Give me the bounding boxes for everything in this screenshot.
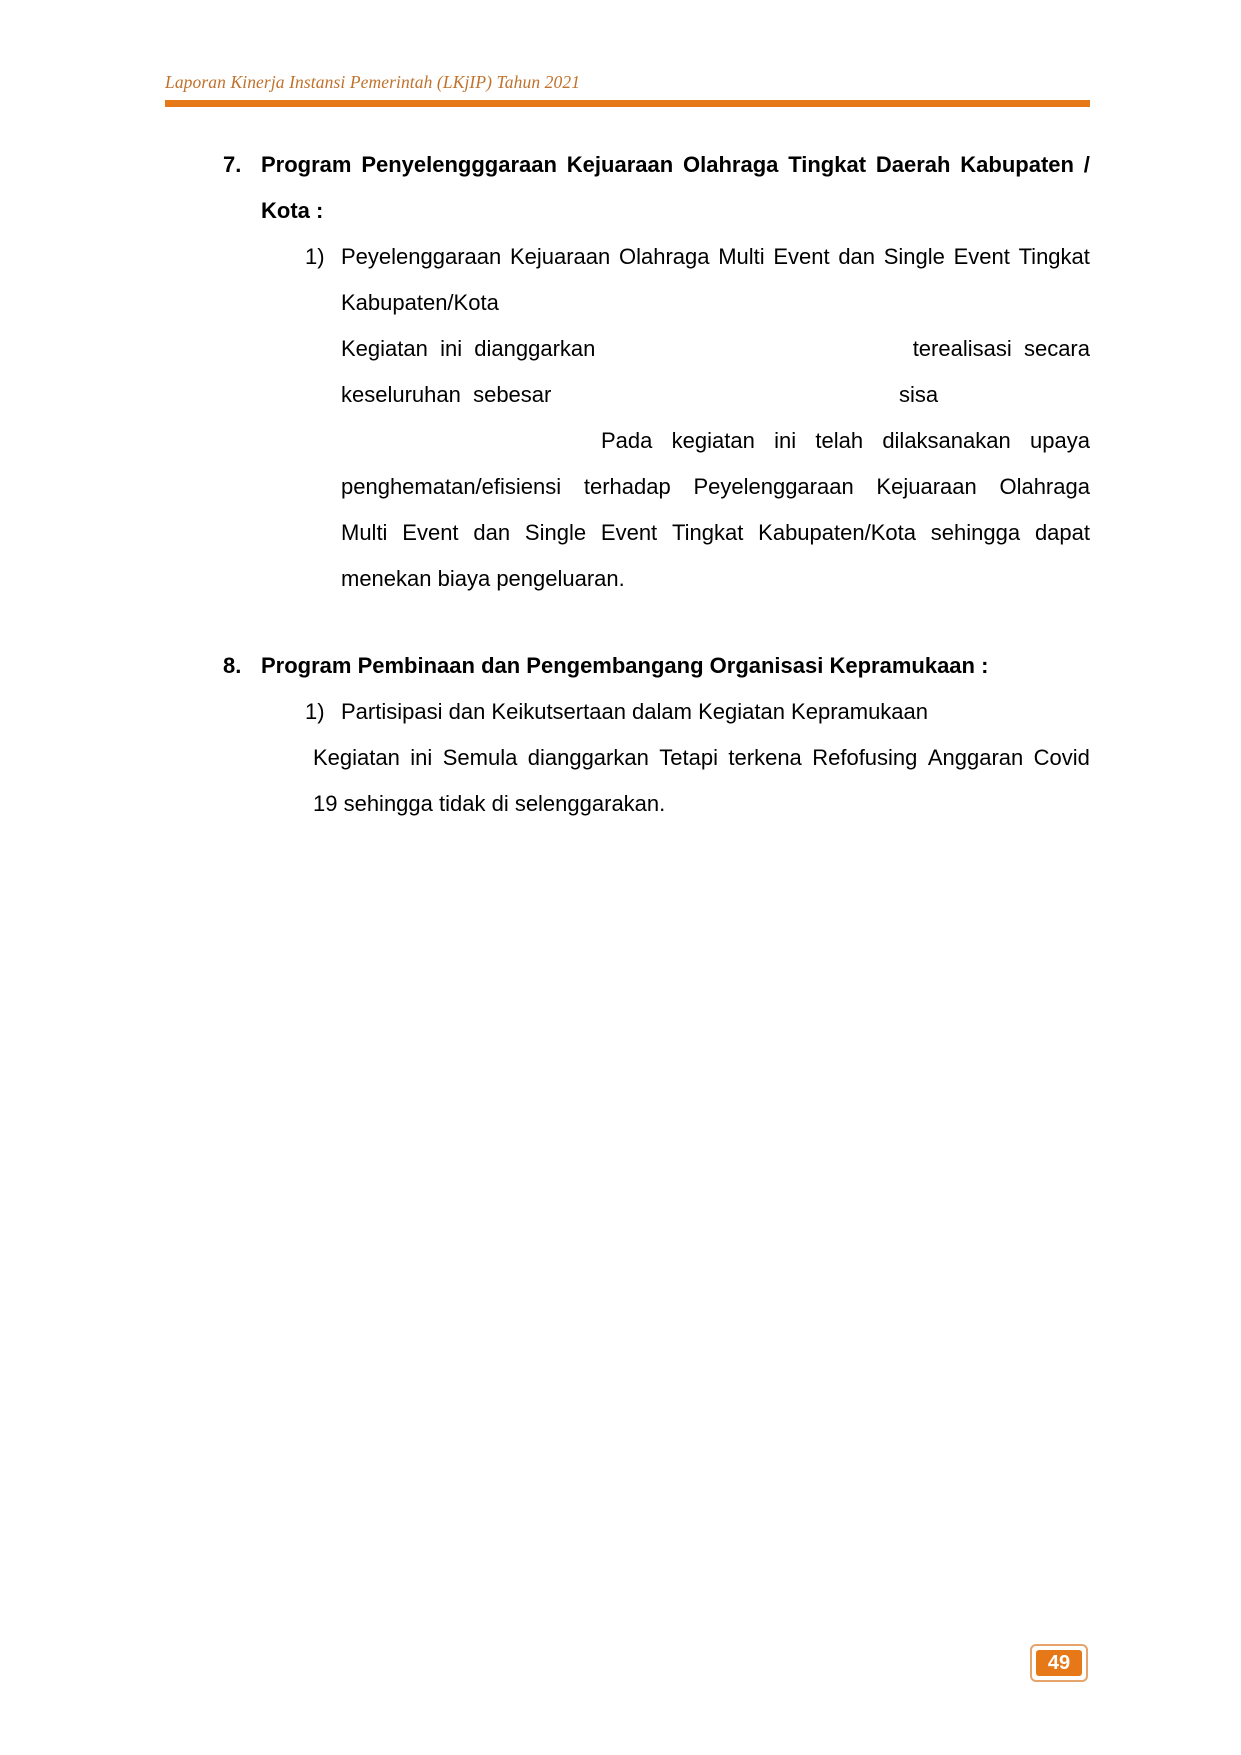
realization-text-right: terealisasi secara <box>912 336 1090 361</box>
heading-word: / <box>1083 152 1090 177</box>
page-number: 49 <box>1036 1650 1082 1676</box>
text-word: kegiatan <box>671 428 755 453</box>
remainder-text: sisa <box>899 382 939 407</box>
text-word: telah <box>815 428 864 453</box>
title-word: Olahraga <box>618 244 710 269</box>
title-word: Peyelenggaraan <box>341 244 502 269</box>
text-word: Peyelenggaraan <box>693 474 854 499</box>
heading-word: Kejuaraan <box>566 152 674 177</box>
text-word: terkena <box>728 745 802 770</box>
efficiency-line-1 <box>601 427 1090 455</box>
text-word: ini <box>410 745 433 770</box>
text-word: sehingga <box>930 520 1021 545</box>
heading-word: Olahraga <box>683 152 779 177</box>
heading-word: Penyelengggaraan <box>361 152 557 177</box>
text-word: Refofusing <box>812 745 918 770</box>
budget-text-left: Kegiatan ini dianggarkan <box>341 336 596 361</box>
text-word: dan <box>473 520 511 545</box>
heading-word: Daerah <box>875 152 951 177</box>
title-word: dan <box>838 244 876 269</box>
section-7-heading-line-2: Kota : <box>261 198 324 223</box>
page-number-badge <box>1030 1644 1088 1682</box>
text-word: Kegiatan <box>313 745 400 770</box>
section-8-item-1-description-line-2: 19 sehingga tidak di selenggarakan. <box>313 791 666 816</box>
text-word: Covid <box>1033 745 1090 770</box>
section-8-item-1-description <box>313 744 1090 772</box>
heading-word: Tingkat <box>788 152 867 177</box>
heading-word: Kabupaten <box>960 152 1074 177</box>
text-word: Anggaran <box>927 745 1024 770</box>
section-7-item-1-title-line-2: Kabupaten/Kota <box>341 290 499 315</box>
section-8-item-1-title: Partisipasi dan Keikutsertaan dalam Kegiatan Kepramukaan <box>341 699 929 724</box>
header-divider <box>165 100 1090 107</box>
text-word: Event <box>600 520 658 545</box>
title-word: Single <box>883 244 945 269</box>
text-word: Semula <box>442 745 518 770</box>
efficiency-line-3 <box>341 519 1090 547</box>
text-word: penghematan/efisiensi <box>341 474 562 499</box>
section-8-item-1-number: 1) <box>305 699 325 724</box>
title-word: Event <box>953 244 1010 269</box>
text-word: Kabupaten/Kota <box>758 520 916 545</box>
section-7-number: 7. <box>223 152 242 177</box>
text-word: dapat <box>1034 520 1090 545</box>
text-word: terhadap <box>583 474 671 499</box>
text-word: Multi <box>341 520 388 545</box>
text-word: ini <box>774 428 797 453</box>
total-text-left: keseluruhan sebesar <box>341 382 552 407</box>
title-word: Tingkat <box>1018 244 1090 269</box>
text-word: upaya <box>1030 428 1090 453</box>
title-word: Multi <box>718 244 765 269</box>
section-8-number: 8. <box>223 653 242 678</box>
text-word: Event <box>402 520 459 545</box>
text-word: Single <box>524 520 587 545</box>
text-word: dilaksanakan <box>882 428 1011 453</box>
report-header-title: Laporan Kinerja Instansi Pemerintah (LKjIP) Tahun 2021 <box>165 72 581 92</box>
text-word: Tingkat <box>672 520 744 545</box>
section-7-item-1-number: 1) <box>305 244 325 269</box>
text-word: Tetapi <box>659 745 718 770</box>
title-word: Kejuaraan <box>509 244 611 269</box>
heading-word: Program <box>261 152 352 177</box>
text-word: Pada <box>601 428 653 453</box>
section-7-heading <box>261 151 1090 179</box>
text-word: Olahraga <box>999 474 1090 499</box>
section-8-heading: Program Pembinaan dan Pengembangang Organisasi Kepramukaan : <box>261 653 989 678</box>
efficiency-line-2 <box>341 473 1090 501</box>
efficiency-line-4: menekan biaya pengeluaran. <box>341 566 625 591</box>
text-word: dianggarkan <box>527 745 649 770</box>
text-word: Kejuaraan <box>876 474 977 499</box>
title-word: Event <box>773 244 830 269</box>
section-7-item-1-title <box>341 243 1090 271</box>
